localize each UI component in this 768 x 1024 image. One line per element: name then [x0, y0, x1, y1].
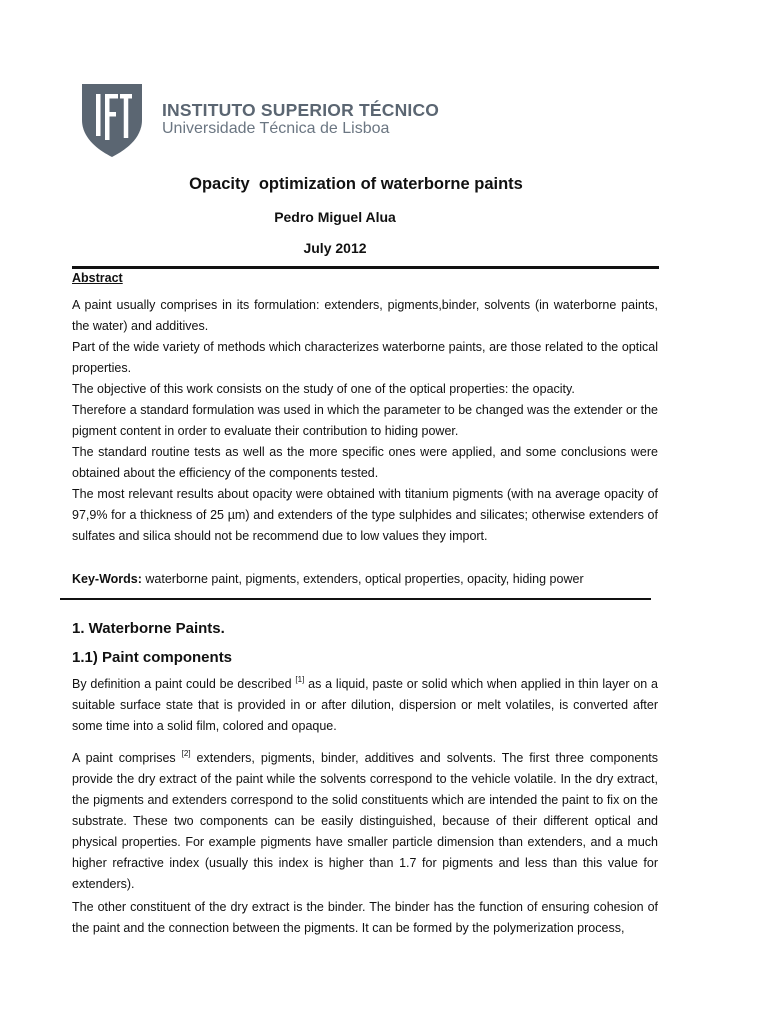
- paragraph-text-end: extenders, pigments, binder, additives and solvents. The first three components provide the dry extract of the paint while the solvents correspond to the vehicle volatile. In the dry extract, the pigments and extenders correspond to the solid constituents which are intended the paint to fix on the substrate. These two components can be easily distinguished, because of their different optical and physical properties. For example pigments have smaller particle dimension than extenders, and a much higher refractive index (usually this index is higher than 1.7 for pigments and less than this value for extenders).: [72, 751, 658, 891]
- paragraph-text-start: A paint comprises: [72, 751, 182, 765]
- abstract-paragraph: The most relevant results about opacity were obtained with titanium pigments (with na average opacity of 97,9% for a thickness of 25 µm) and extenders of the type sulphides and silicates; otherwise extenders of sulfates and silica should not be recommend due to low values they import.: [72, 487, 658, 543]
- paragraph-text-start: By definition a paint could be described: [72, 677, 296, 691]
- paragraph-text: The other constituent of the dry extract is the binder. The binder has the function of ensuring cohesion of the paint and the connection between the pigments. It can be formed by the polymerization process,: [72, 900, 658, 935]
- abstract-body: [72, 295, 658, 547]
- institute-name: INSTITUTO SUPERIOR TÉCNICO: [162, 100, 440, 120]
- body-paragraph-3: [72, 897, 658, 939]
- paragraph-text-end: as a liquid, paste or solid which when applied in thin layer on a suitable surface state that is provided in or after dilution, dispersion or melt volatiles, is converted after some time into a solid film, colored and opaque.: [72, 677, 658, 733]
- keywords-line: [72, 570, 658, 588]
- abstract-paragraph: Part of the wide variety of methods which characterizes waterborne paints, are those related to the optical properties.: [72, 340, 658, 375]
- abstract-heading: Abstract: [72, 271, 123, 285]
- citation-ref: [2]: [181, 749, 191, 758]
- header-divider: [72, 266, 659, 269]
- subsection-heading: 1.1) Paint components: [72, 649, 233, 666]
- body-paragraph-1: [72, 674, 658, 737]
- university-name: Universidade Técnica de Lisboa: [162, 120, 390, 137]
- keywords-label: Key-Words:: [72, 572, 142, 586]
- abstract-paragraph: The objective of this work consists on the study of one of the optical properties: the opacity.: [72, 382, 575, 396]
- institute-logo: [80, 82, 144, 158]
- paper-date: July 2012: [303, 240, 367, 256]
- shield-icon: [80, 82, 144, 158]
- paper-author: Pedro Miguel Alua: [274, 209, 396, 225]
- body-paragraph-2: [72, 748, 658, 895]
- paragraph-text: [72, 674, 658, 737]
- section-heading: 1. Waterborne Paints.: [72, 620, 225, 637]
- abstract-divider: [60, 598, 651, 600]
- paragraph-text: [72, 748, 658, 895]
- keywords-text: waterborne paint, pigments, extenders, optical properties, opacity, hiding power: [141, 572, 584, 586]
- abstract-paragraph: A paint usually comprises in its formulation: extenders, pigments,binder, solvents (in waterborne paints, the water) and additives.: [72, 298, 658, 333]
- abstract-paragraph: The standard routine tests as well as the more specific ones were applied, and some conclusions were obtained about the efficiency of the components tested.: [72, 445, 658, 480]
- institute-heading: [162, 100, 439, 138]
- citation-ref: [1]: [295, 675, 305, 684]
- paper-title: Opacity optimization of waterborne paints: [189, 175, 523, 193]
- abstract-paragraph: Therefore a standard formulation was used in which the parameter to be changed was the extender or the pigment content in order to evaluate their contribution to hiding power.: [72, 403, 658, 438]
